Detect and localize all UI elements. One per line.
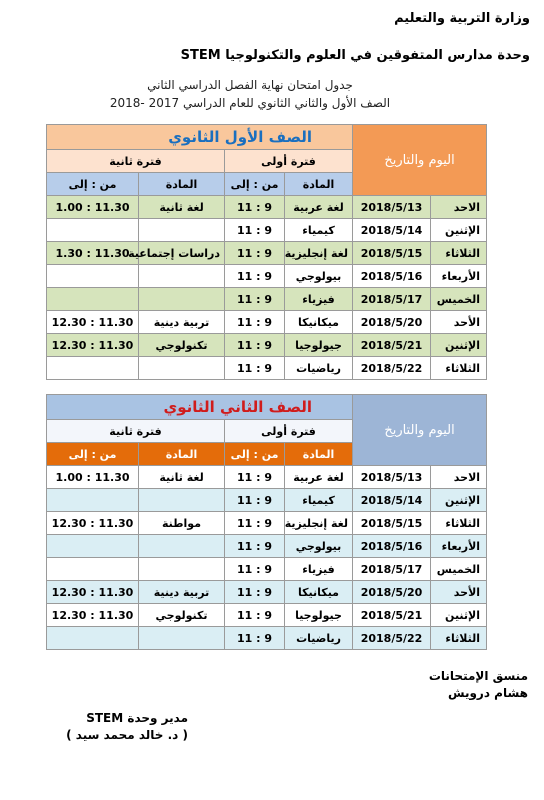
table-row: [47, 512, 487, 535]
subject-cell: لغة إنجليزية: [285, 512, 353, 535]
time-cell: 9 : 11: [225, 288, 285, 311]
time-cell: [47, 288, 139, 311]
date-cell: 2018/5/17: [353, 558, 431, 581]
time-cell: [47, 265, 139, 288]
day-cell: الإثنين: [431, 334, 487, 357]
time-col-header: من : إلى: [47, 173, 139, 196]
table-row: [47, 288, 487, 311]
time-cell: 11.30 : 12.30: [47, 311, 139, 334]
time-cell: 11.30 : 1.00: [47, 196, 139, 219]
subject-cell: بيولوجي: [285, 265, 353, 288]
table-row: [47, 466, 487, 489]
date-cell: 2018/5/13: [353, 466, 431, 489]
date-cell: 2018/5/15: [353, 242, 431, 265]
subject-cell: [139, 489, 225, 512]
period-one-header: فترة أولى: [225, 150, 353, 173]
time-cell: 11.30 : 12.30: [47, 581, 139, 604]
table-row: [47, 265, 487, 288]
subject-cell: كيمياء: [285, 489, 353, 512]
time-cell: [47, 535, 139, 558]
day-cell: الثلاثاء: [431, 242, 487, 265]
time-cell: [47, 558, 139, 581]
day-cell: الخميس: [431, 288, 487, 311]
time-cell: 9 : 11: [225, 265, 285, 288]
time-col-header: من : إلى: [47, 443, 139, 466]
time-col-header: من : إلى: [225, 173, 285, 196]
schedule-subtitle: الصف الأول والثاني الثانوي للعام الدراسي 2017 -2018: [109, 96, 391, 110]
director-title: مدير وحدة STEM: [86, 711, 188, 725]
time-cell: [47, 627, 139, 650]
date-cell: 2018/5/15: [353, 512, 431, 535]
subject-cell: [139, 265, 225, 288]
period-two-header: فترة ثانية: [47, 420, 225, 443]
time-cell: 9 : 11: [225, 512, 285, 535]
time-cell: 11.30 : 12.30: [47, 512, 139, 535]
time-cell: 9 : 11: [225, 357, 285, 380]
schedule-table-grade2: [46, 394, 487, 650]
subject-cell: تربية دينية: [139, 581, 225, 604]
time-cell: [47, 219, 139, 242]
time-cell: 9 : 11: [225, 535, 285, 558]
day-cell: الإثنين: [431, 489, 487, 512]
subject-cell: كيمياء: [285, 219, 353, 242]
subject-cell: دراسات إجتماعية: [139, 242, 225, 265]
table-row: [47, 627, 487, 650]
schedule-title: جدول امتحان نهاية الفصل الدراسي الثاني: [147, 78, 353, 92]
exam-coordinator: [429, 668, 528, 702]
table-row: [47, 604, 487, 627]
date-cell: 2018/5/14: [353, 489, 431, 512]
date-cell: 2018/5/14: [353, 219, 431, 242]
date-cell: 2018/5/22: [353, 357, 431, 380]
subject-cell: رياضيات: [285, 357, 353, 380]
time-cell: 9 : 11: [225, 558, 285, 581]
subject-col-header: المادة: [285, 443, 353, 466]
time-cell: [47, 357, 139, 380]
date-cell: 2018/5/13: [353, 196, 431, 219]
subject-cell: ميكانيكا: [285, 311, 353, 334]
subject-col-header: المادة: [139, 443, 225, 466]
unit-name: وحدة مدارس المتفوقين في العلوم والتكنولوجيا STEM: [180, 48, 530, 63]
grade-title: الصف الأول الثانوي: [47, 125, 353, 150]
time-cell: 9 : 11: [225, 627, 285, 650]
subject-cell: [139, 288, 225, 311]
day-cell: الإثنين: [431, 604, 487, 627]
subject-cell: لغة إنجليزية: [285, 242, 353, 265]
time-cell: 9 : 11: [225, 581, 285, 604]
table-row: [47, 489, 487, 512]
date-cell: 2018/5/20: [353, 581, 431, 604]
subject-cell: لغة ثانية: [139, 196, 225, 219]
time-cell: 11.30 : 1.00: [47, 466, 139, 489]
subject-cell: لغة ثانية: [139, 466, 225, 489]
stem-unit-director: [66, 710, 188, 744]
table-row: [47, 581, 487, 604]
subject-cell: تكنولوجي: [139, 604, 225, 627]
subject-cell: بيولوجي: [285, 535, 353, 558]
table-row: [47, 334, 487, 357]
date-cell: 2018/5/16: [353, 265, 431, 288]
subject-cell: مواطنة: [139, 512, 225, 535]
director-name: ( د. خالد محمد سيد ): [66, 728, 188, 742]
time-cell: [47, 489, 139, 512]
subject-cell: جيولوجيا: [285, 334, 353, 357]
subject-col-header: المادة: [139, 173, 225, 196]
table-row: [47, 196, 487, 219]
subject-cell: [139, 219, 225, 242]
time-cell: 9 : 11: [225, 242, 285, 265]
time-cell: 9 : 11: [225, 219, 285, 242]
day-cell: الاحد: [431, 466, 487, 489]
time-cell: 9 : 11: [225, 489, 285, 512]
time-cell: 11.30 : 12.30: [47, 334, 139, 357]
day-cell: الثلاثاء: [431, 627, 487, 650]
time-cell: 9 : 11: [225, 604, 285, 627]
period-two-header: فترة ثانية: [47, 150, 225, 173]
table-row: [47, 535, 487, 558]
subject-cell: [139, 627, 225, 650]
table-row: [47, 558, 487, 581]
time-cell: 9 : 11: [225, 196, 285, 219]
subject-cell: ميكانيكا: [285, 581, 353, 604]
date-cell: 2018/5/20: [353, 311, 431, 334]
subject-cell: جيولوجيا: [285, 604, 353, 627]
table-row: [47, 357, 487, 380]
date-cell: 2018/5/22: [353, 627, 431, 650]
time-cell: 11.30 : 12.30: [47, 604, 139, 627]
subject-cell: [139, 558, 225, 581]
subject-cell: رياضيات: [285, 627, 353, 650]
time-cell: 9 : 11: [225, 311, 285, 334]
time-cell: 11.30 : 1.30: [47, 242, 139, 265]
day-cell: الأحد: [431, 581, 487, 604]
day-date-header: اليوم والتاريخ: [353, 125, 487, 196]
day-cell: الخميس: [431, 558, 487, 581]
time-cell: 9 : 11: [225, 466, 285, 489]
date-cell: 2018/5/17: [353, 288, 431, 311]
day-cell: الأربعاء: [431, 535, 487, 558]
period-one-header: فترة أولى: [225, 420, 353, 443]
subject-cell: لغة عربية: [285, 196, 353, 219]
subject-cell: [139, 535, 225, 558]
subject-cell: فيزياء: [285, 558, 353, 581]
day-cell: الأحد: [431, 311, 487, 334]
coordinator-name: هشام درويش: [447, 686, 528, 700]
time-cell: 9 : 11: [225, 334, 285, 357]
subject-cell: تكنولوجي: [139, 334, 225, 357]
day-cell: الثلاثاء: [431, 512, 487, 535]
day-cell: الأربعاء: [431, 265, 487, 288]
ministry-name: وزارة التربية والتعليم: [394, 11, 530, 26]
date-cell: 2018/5/21: [353, 334, 431, 357]
table-row: [47, 219, 487, 242]
date-cell: 2018/5/16: [353, 535, 431, 558]
day-cell: الثلاثاء: [431, 357, 487, 380]
coordinator-title: منسق الإمتحانات: [428, 669, 528, 683]
subject-cell: تربية دينية: [139, 311, 225, 334]
table-row: [47, 311, 487, 334]
table-row: [47, 242, 487, 265]
subject-cell: [139, 357, 225, 380]
date-cell: 2018/5/21: [353, 604, 431, 627]
time-col-header: من : إلى: [225, 443, 285, 466]
schedule-table-grade1: [46, 124, 487, 380]
day-cell: الاحد: [431, 196, 487, 219]
day-date-header: اليوم والتاريخ: [353, 395, 487, 466]
subject-cell: لغة عربية: [285, 466, 353, 489]
subject-cell: فيزياء: [285, 288, 353, 311]
grade-title: الصف الثاني الثانوي: [47, 395, 353, 420]
day-cell: الإثنين: [431, 219, 487, 242]
subject-col-header: المادة: [285, 173, 353, 196]
